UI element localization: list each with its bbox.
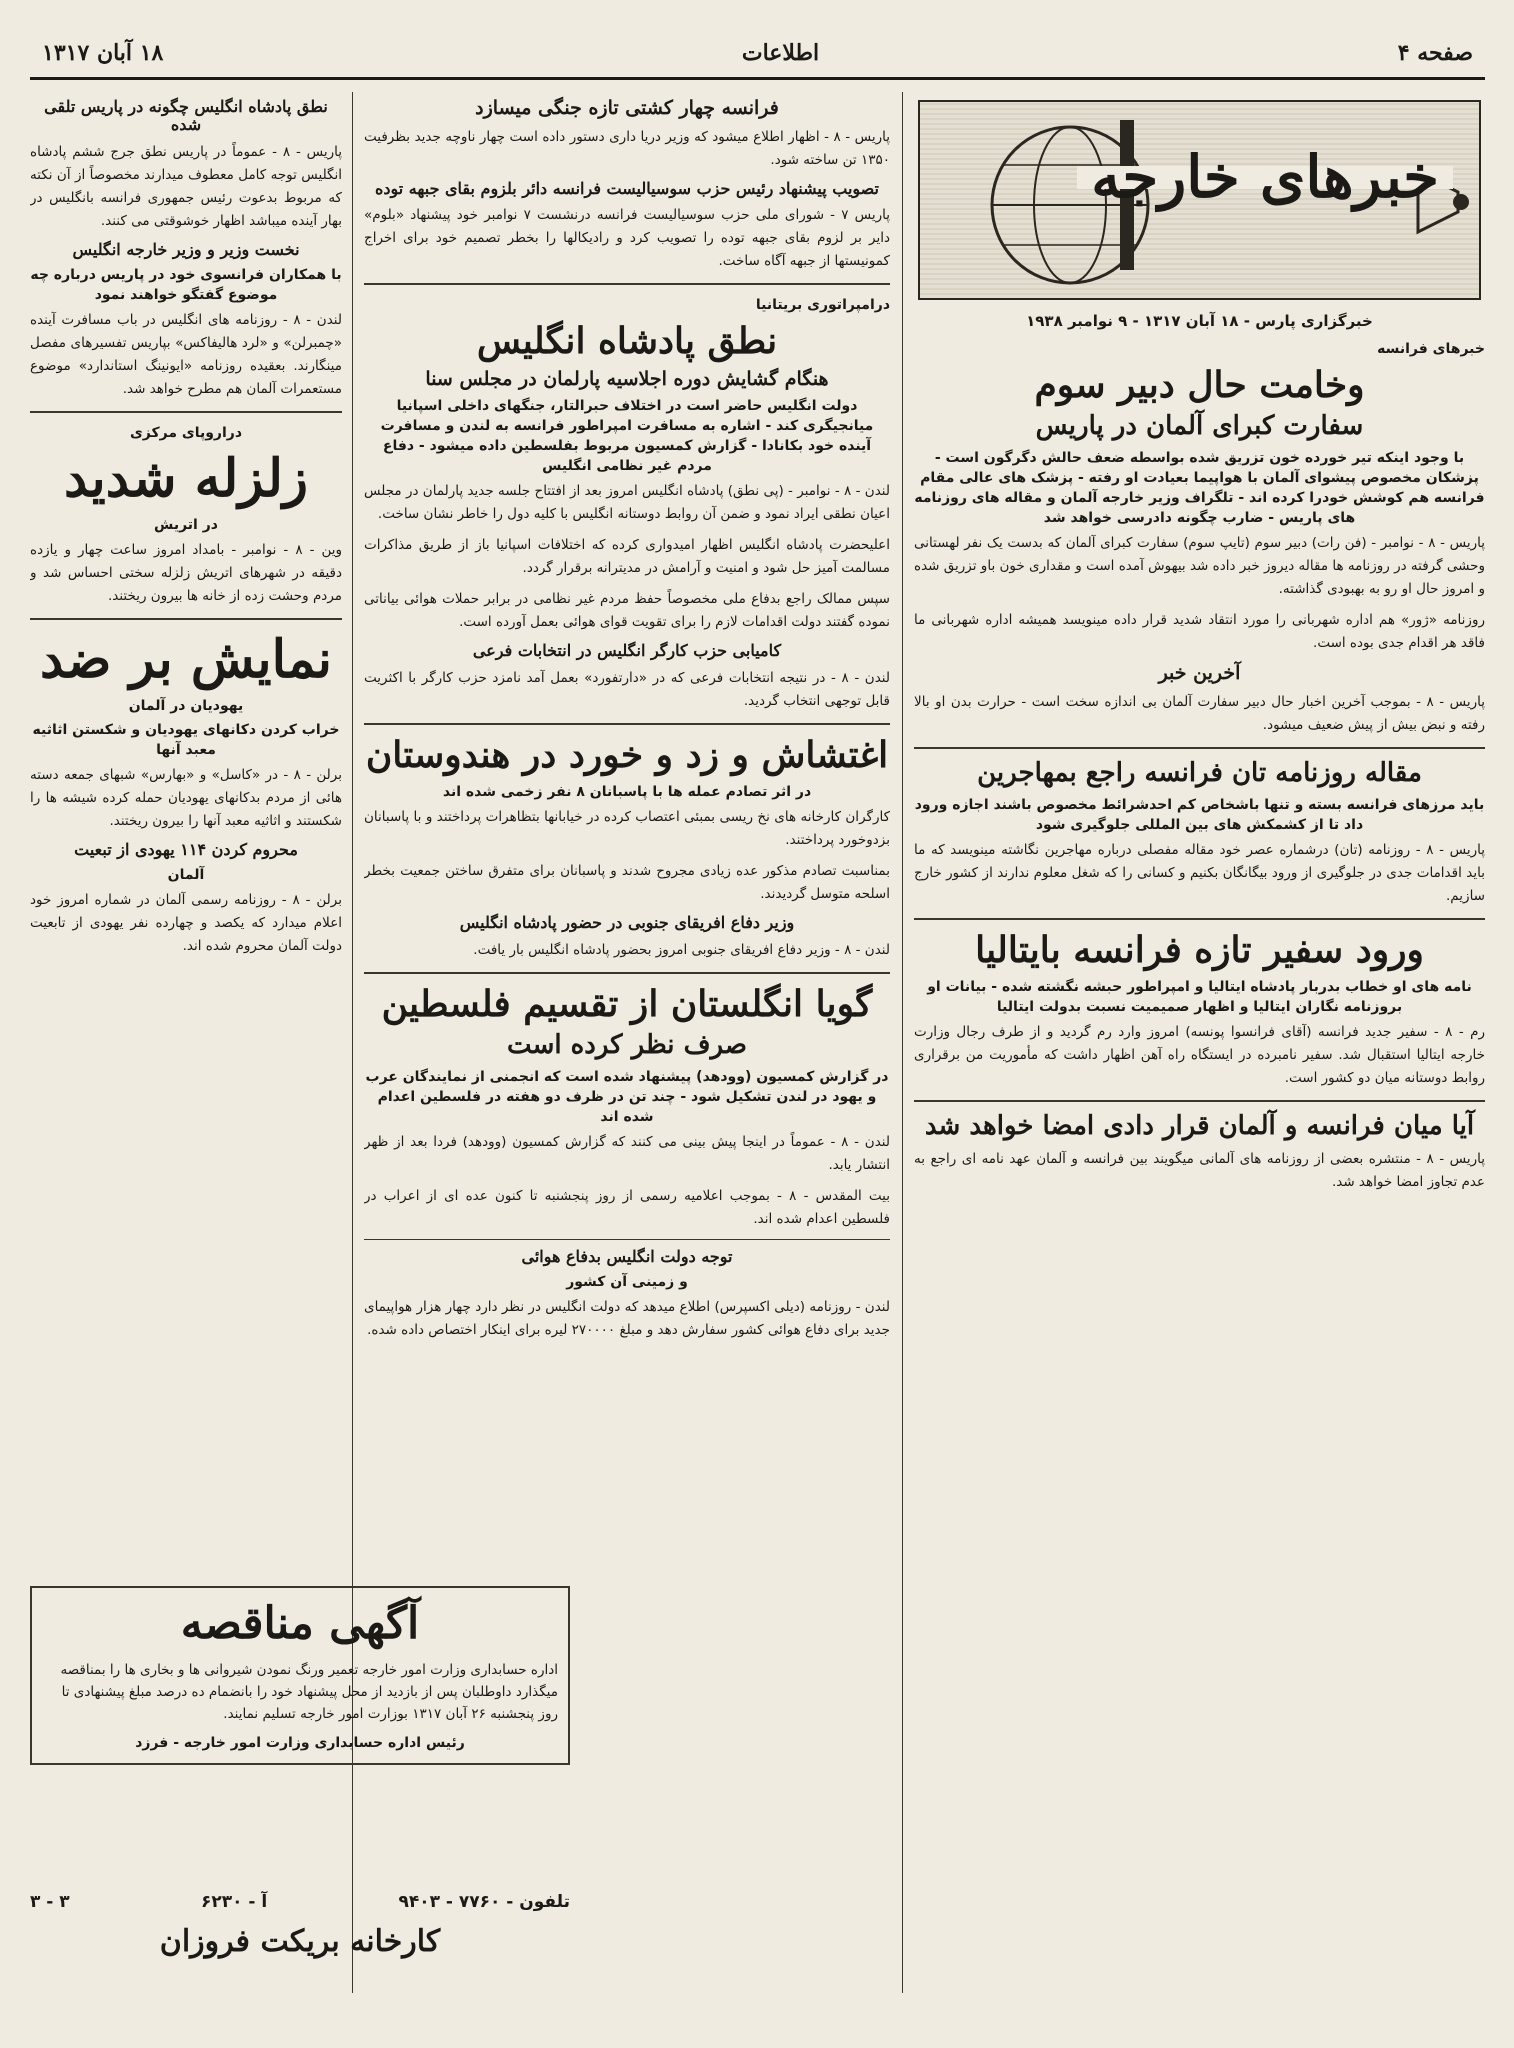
separator — [364, 283, 890, 285]
headline: فرانسه چهار کشتی تازه جنگی میسازد — [475, 97, 779, 119]
article-body: پاریس - ۸ - بموجب آخرین اخبار حال دبیر سفارت آلمان بی اندازه سخت است - حرارت بدن او بالا رفته و نبض بیش از پیش ضعیف میشود. — [914, 694, 1485, 734]
headline: وزیر دفاع افریقای جنوبی در حضور پادشاه انگلیس — [459, 913, 795, 933]
subheadline: خراب کردن دکانهای یهودیان و شکستن اثاثیه معبد آنها — [32, 721, 340, 758]
column-divider — [902, 92, 903, 1993]
headline: وخامت حال دبیر سوم — [1034, 364, 1365, 406]
lead: در گزارش کمسیون (وودهد) پیشنهاد شده است که انجمنی از نمایندگان عرب و یهود در لندن تشکیل شود - چند تن در ظرف دو هفته در فلسطین اعدام شده اند — [365, 1068, 889, 1125]
article-body: اعلیحضرت پادشاه انگلیس اظهار امیدواری کرده که اختلافات اسپانیا باز از طریق مذاکرات مسالمت آمیز حل شود و امنیت و آرامش در مدیترانه برقرار گردد. — [364, 537, 890, 577]
separator — [364, 1239, 890, 1240]
factory-name: کارخانه بریکت فروزان — [159, 1924, 441, 1959]
lead: با وجود اینکه تیر خورده خون تزریق شده بواسطه ضعف حالش دگرگون است - پزشکان مخصوص پیشوای آلمان با هواپیما بعیادت او رفته - پزشک های عالی مقام فرانسه هم کوشش خودرا کرده اند - تلگراف وزیر خارجه آلمان و مقاله های روزنامه های پاریس - ضارب چگونه دادرسی خواهد شد — [914, 450, 1485, 527]
subheadline: و زمینی آن کشور — [566, 1274, 688, 1291]
separator — [914, 747, 1485, 749]
article-body: پاریس - ۸ - عموماً در پاریس نطق جرج ششم پادشاه انگلیس توجه کامل معطوف میدارند مخصوصاً از آن نکته که مربوط بدعوت رئیس جمهوری فرانسه بانگلیس در بهار آینده میباشد اظهار خوشوقتی می کنند. — [30, 143, 342, 229]
article-body: بمناسبت تصادم مذکور عده زیادی مجروح شدند و پاسبانان برای متفرق ساختن جمعیت بخطر اسلحه متوسل گردیدند. — [364, 863, 890, 903]
subheadline: سفارت کبرای آلمان در پاریس — [1035, 411, 1364, 442]
separator — [364, 723, 890, 725]
headline: نخست وزیر و وزیر خارجه انگلیس — [72, 239, 300, 259]
ad-signature: رئیس اداره حسابداری وزارت امور خارجه - فرزد — [135, 1735, 465, 1751]
headline: آیا میان فرانسه و آلمان قرار دادی امضا خواهد شد — [924, 1111, 1475, 1142]
article-body: لندن - ۸ - روزنامه های انگلیس در باب مسافرت آینده «چمبرلن» و «لرد هالیفاکس» بپاریس تفسیرهای مفصل مینگارند. بعقیده روزنامه «ایونینگ استاندارد» موضوع مستعمرات آلمان هم مطرح خواهد شد. — [30, 312, 342, 398]
foreign-news-logo — [918, 100, 1481, 300]
issue-date: ۱۸ آبان ۱۳۱۷ — [42, 39, 164, 66]
page-number: صفحه ۴ — [1397, 39, 1473, 66]
phone-number: تلفون - ۷۷۶۰ - ۹۴۰۳ — [398, 1892, 570, 1912]
ad-code: آ - ۶۲۳۰ — [200, 1892, 268, 1912]
article-body: برلن - ۸ - در «کاسل» و «بهارس» شبهای جمعه دسته هائی از مردم بدکانهای یهودیان حمله کرده شیشه ها را شکستند و اثاثیه معبد آنها را بیرون ریختند. — [30, 766, 342, 829]
headline: گویا انگلستان از تقسیم فلسطین — [381, 982, 873, 1025]
subheadline: باید مرزهای فرانسه بسته و تنها باشخاص کم احدشرائط مخصوص باشند اجازه ورود داد تا از کشمکش های بین المللی جلوگیری شود — [914, 797, 1485, 834]
headline: کامیابی حزب کارگر انگلیس در انتخابات فرعی — [472, 641, 782, 661]
subheadline: هنگام گشایش دوره اجلاسیه پارلمان در مجلس سنا — [425, 367, 829, 390]
headline: نطق پادشاه انگلیس چگونه در پاریس تلقی شده — [44, 97, 328, 135]
separator — [364, 972, 890, 974]
article-body: پاریس - ۸ - اظهار اطلاع میشود که وزیر دریا داری دستور داده است چهار ناوچه جدید بظرفیت ۱۳۵۰ تن ساخته شود. — [364, 128, 890, 168]
separator — [914, 1100, 1485, 1102]
subheadline: آلمان — [167, 867, 205, 884]
tender-advertisement — [30, 1586, 570, 1765]
dateline: خبرگزاری پارس - ۱۸ آبان ۱۳۱۷ - ۹ نوامبر ۱۹۳۸ — [1026, 312, 1373, 330]
headline: توجه دولت انگلیس بدفاع هوائی — [521, 1246, 733, 1266]
separator — [30, 618, 342, 620]
separator — [30, 411, 342, 413]
article-body: لندن - ۸ - نوامبر - (پی نطق) پادشاه انگلیس امروز بعد از افتتاح جلسه جدید پارلمان در مجلس اعیان نطقی ایراد نمود و ضمن آن روابط دوستانه انگلیس با کلیه دول را خاطر نشان ساخت. — [364, 483, 890, 523]
masthead — [30, 28, 1485, 80]
newspaper-page — [30, 28, 1485, 2023]
article-body: پاریس - ۸ - نوامبر - (فن رات) دبیر سوم (تایپ سوم) سفارت کبرای آلمان که بدست یک نفر لهستانی وحشی گرفته در روزنامه ها مقاله دیروز خبر داده شد بیهوش آمده است و مقداری خون باو تزریق شده و امروز حال او رو به بهبودی گذاشته. — [914, 535, 1485, 598]
section-label: خبرهای فرانسه — [1377, 341, 1485, 357]
paper-name: اطلاعات — [741, 39, 820, 66]
article-body: وین - ۸ - نوامبر - بامداد امروز ساعت چهار و یازده دقیقه در شهرهای اتریش زلزله سختی احساس شد و مردم وحشت زده از خانه ها بیرون ریختند. — [30, 541, 342, 604]
headline: مقاله روزنامه تان فرانسه راجع بمهاجرین — [977, 758, 1422, 789]
headline: آخرین خبر — [1158, 662, 1241, 685]
ad-code: ۳ - ۳ — [30, 1892, 70, 1912]
article-body: لندن - ۸ - در نتیجه انتخابات فرعی که در «دارتفورد» بعمل آمد نامزد حزب کارگر با اکثریت قابل توجهی انتخاب گردید. — [364, 669, 890, 709]
article-body: رم - ۸ - سفیر جدید فرانسه (آقای فرانسوا پونسه) امروز وارد رم گردید و از طرف رجال وزارت خارجه ایتالیا استقبال شد. سفیر نامبرده در ایستگاه راه آهن اظهار داشت که مأموریت من برقراری روابط دوستانه میان دو کشور است. — [914, 1024, 1485, 1087]
ad-title: آگهی مناقصه — [180, 1598, 420, 1649]
subheadline: با همکاران فرانسوی خود در پاریس درباره چه موضوع گفتگو خواهند نمود — [30, 267, 342, 304]
article-body: پاریس - ۸ - روزنامه (تان) درشماره عصر خود مقاله مفصلی درباره مهاجرین نگاشته مینویسد که ما باید اقدامات جدی در جلوگیری از ورود بیگانگان بکنیم و کسانی را که شغل معلوم ندارند از کشور خارج سازیم. — [914, 842, 1485, 905]
subheadline: در اتریش — [154, 516, 218, 533]
subheadline: نامه های او خطاب بدربار پادشاه ایتالیا و امپراطور حبشه نگشته شده - بیانات او بروزنامه نگاران ایتالیا و اظهار صمیمیت نسبت بدولت ایتالیا — [927, 979, 1472, 1016]
article-body: لندن - ۸ - عموماً در اینجا پیش بینی می کنند که گزارش کمسیون (وودهد) فردا بعد از ظهر انتشار یابد. — [364, 1133, 890, 1173]
foreign-news-column — [914, 92, 1485, 1993]
ad-body: اداره حسابداری وزارت امور خارجه تعمیر ورنگ نمودن شیروانی ها و بخاری ها را بمناقصه میگذارد داوطلبان پس از بازدید از محل پیشنهاد خود را بانضمام ده درصد مبلغ پیشنهادی تا روز پنجشنبه ۲۶ آبان ۱۳۱۷ بوزارت امور خارجه تسلیم نمایند. — [60, 1662, 558, 1722]
article-body: سپس ممالک راجع بدفاع ملی مخصوصاً حفظ مردم غیر نظامی در برابر حملات هوائی بیاناتی نموده گفتند دولت اقدامات لازم را برای تقویت قوای هوائی بعمل آورده است. — [364, 591, 890, 631]
section-label: دراروپای مرکزی — [129, 425, 243, 442]
article-body: برلن - ۸ - روزنامه رسمی آلمان در شماره امروز خود اعلام میدارد که یکصد و چهارده نفر یهودی از تابعیت دولت آلمان محروم شده اند. — [30, 892, 342, 955]
section-label: درامپراتوری بریتانیا — [755, 297, 890, 314]
article-body: پاریس ۷ - شورای ملی حزب سوسیالیست فرانسه درنشست ۷ نوامبر خود پیشنهاد «بلوم» دایر بر لزوم بقای جبهه توده را تصویب کرد و رادیکالها را بخطر تصمیم خود برای اخراج کمونیستها از جبهه آگاه ساخت. — [364, 207, 890, 270]
foreign-news-logo-text: خبرهای خارجه — [1077, 166, 1453, 189]
lead: دولت انگلیس حاضر است در اختلاف حبرالتار، جنگهای داخلی اسپانیا میانجیگری کند - اشاره به مسافرت امپراطور فرانسه به لندن و مسافرت آینده خود بکانادا - گزارش کمسیون مربوط بفلسطین داده میشود - دفاع مردم غیر نظامی انگلیس — [380, 398, 874, 475]
headline: اغتشاش و زد و خورد در هندوستان — [365, 733, 889, 776]
separator — [914, 918, 1485, 920]
headline: زلزله شدید — [63, 448, 309, 510]
article-body: بیت المقدس - ۸ - بموجب اعلامیه رسمی از روز پنجشنبه تا کنون عده ای از اعراب در فلسطین اعدام شده اند. — [364, 1187, 890, 1227]
headline: محروم کردن ۱۱۴ یهودی از تبعیت — [74, 839, 298, 859]
article-body: پاریس - ۸ - منتشره بعضی از روزنامه های آلمانی میگویند بین فرانسه و آلمان عهد نامه ای راجع به عدم تجاوز امضا خواهد شد. — [914, 1151, 1485, 1191]
headline: تصویب پیشنهاد رئیس حزب سوسیالیست فرانسه دائر بلزوم بقای جبهه توده — [374, 178, 879, 198]
subheadline: صرف نظر کرده است — [507, 1030, 747, 1061]
article-body: لندن - ۸ - وزیر دفاع افریقای جنوبی امروز بحضور پادشاه انگلیس بار یافت. — [473, 941, 890, 958]
phone-line — [30, 1892, 570, 1912]
article-body: کارگران کارخانه های نخ ریسی بمبئی اعتصاب کرده در خیابانها بتظاهرات پرداختند و با پاسبانان بزدوخورد پرداختند. — [364, 809, 890, 849]
subheadline: در اثر تصادم عمله ها با پاسبانان ۸ نفر زخمی شده اند — [442, 784, 812, 801]
headline: نمایش بر ضد — [40, 628, 332, 690]
headline: نطق پادشاه انگلیس — [476, 320, 778, 363]
article-body: لندن - روزنامه (دیلی اکسپرس) اطلاع میدهد که دولت انگلیس در نظر دارد چهار هزار هواپیمای جدید برای دفاع هوائی کشور سفارش دهد و مبلغ ۲۷۰۰۰۰ لیره برای اینکار اختصاص داده شده. — [364, 1299, 890, 1339]
headline: ورود سفیر تازه فرانسه بایتالیا — [975, 929, 1424, 972]
article-body: روزنامه «ژور» هم اداره شهربانی را مورد انتقاد شدید قرار داده مینویسد همیشه اداره شهربانی ما فاقد هر اقدام جدی بوده است. — [914, 612, 1485, 652]
phone-advertisement — [30, 1886, 570, 1959]
subheadline: یهودیان در آلمان — [128, 697, 244, 714]
